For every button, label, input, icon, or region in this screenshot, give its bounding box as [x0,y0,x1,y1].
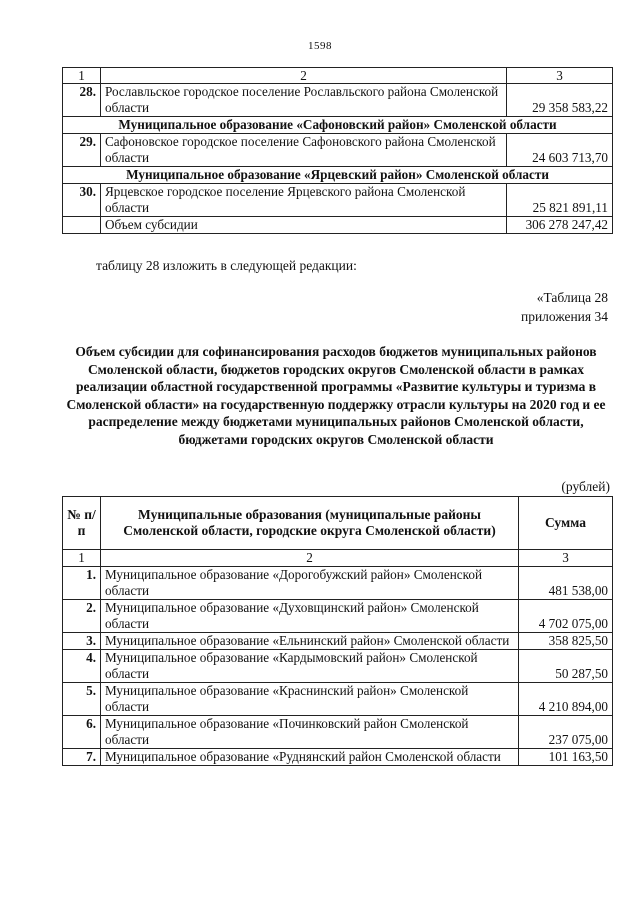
table-row [63,217,613,234]
row-name: Муниципальное образование «Дорогобужский район» Смоленской области [101,567,519,600]
row-name: Объем субсидии [101,217,507,234]
row-amount: 25 821 891,11 [507,184,613,217]
row-amount: 237 075,00 [519,716,613,749]
row-number: 1. [63,567,101,600]
document-title: Объем субсидии для софинансирования расходов бюджетов муниципальных районов Смоленской области, бюджетов городских округов Смоленской области в рамках реализации областной государственной программы «Развитие культуры и туризма в Смоленской области» на государственную поддержку отрасли культуры на 2020 год и ее распределение между бюджетами муниципальных районов Смоленской области, бюджетами городских округов Смоленской области [66,344,606,447]
row-amount: 4 702 075,00 [519,600,613,633]
row-amount: 24 603 713,70 [507,134,613,167]
section-heading: Муниципальное образование «Сафоновский район» Смоленской области [63,117,613,134]
row-name: Муниципальное образование «Кардымовский район» Смоленской области [101,650,519,683]
row-amount: 4 210 894,00 [519,683,613,716]
table-row [63,184,613,217]
section-row [63,117,613,134]
column-index-3: 3 [519,550,613,567]
table-row [63,683,613,716]
row-name: Муниципальное образование «Краснинский район» Смоленской области [101,683,519,716]
page-number: 1598 [308,40,332,52]
column-index-1: 1 [63,68,101,84]
row-amount: 50 287,50 [519,650,613,683]
row-number: 5. [63,683,101,716]
row-amount: 481 538,00 [519,567,613,600]
row-number: 6. [63,716,101,749]
row-number: 7. [63,749,101,766]
continued-table [62,67,613,234]
table-row [63,650,613,683]
units-label: (рублей) [561,479,610,494]
table-caption-appendix: приложения 34 [520,309,608,324]
row-number: 29. [63,134,101,167]
row-name: Сафоновское городское поселение Сафоновского района Смоленской области [101,134,507,167]
row-amount: 101 163,50 [519,749,613,766]
table-header-row [63,68,613,84]
column-index-2: 2 [101,68,507,84]
row-number: 2. [63,600,101,633]
section-heading: Муниципальное образование «Ярцевский район» Смоленской области [63,167,613,184]
row-name: Муниципальное образование «Духовщинский район» Смоленской области [101,600,519,633]
row-number: 3. [63,633,101,650]
column-index-1: 1 [63,550,101,567]
row-number [63,217,101,234]
table-header-row [63,497,613,550]
row-name: Муниципальное образование «Руднянский район Смоленской области [101,749,519,766]
header-municipality: Муниципальные образования (муниципальные районы Смоленской области, городские округа Смоленской области) [101,497,519,550]
column-index-3: 3 [507,68,613,84]
table-row [63,567,613,600]
column-index-2: 2 [101,550,519,567]
section-row [63,167,613,184]
row-amount: 29 358 583,22 [507,84,613,117]
row-amount: 306 278 247,42 [507,217,613,234]
table-caption-number: «Таблица 28 [536,290,608,305]
subsidy-table [62,496,613,766]
table-row [63,716,613,749]
row-number: 30. [63,184,101,217]
row-name: Муниципальное образование «Ельнинский район» Смоленской области [101,633,519,650]
table-row [63,600,613,633]
table-row [63,749,613,766]
header-number: № п/п [63,497,101,550]
table-row [63,84,613,117]
row-name: Ярцевское городское поселение Ярцевского района Смоленской области [101,184,507,217]
row-name: Муниципальное образование «Починковский район Смоленской области [101,716,519,749]
column-index-row [63,550,613,567]
amendment-instruction: таблицу 28 изложить в следующей редакции: [96,258,357,273]
row-name: Рославльское городское поселение Рославльского района Смоленской области [101,84,507,117]
header-amount: Сумма [519,497,613,550]
row-number: 4. [63,650,101,683]
row-amount: 358 825,50 [519,633,613,650]
row-number: 28. [63,84,101,117]
table-row [63,633,613,650]
table-row [63,134,613,167]
